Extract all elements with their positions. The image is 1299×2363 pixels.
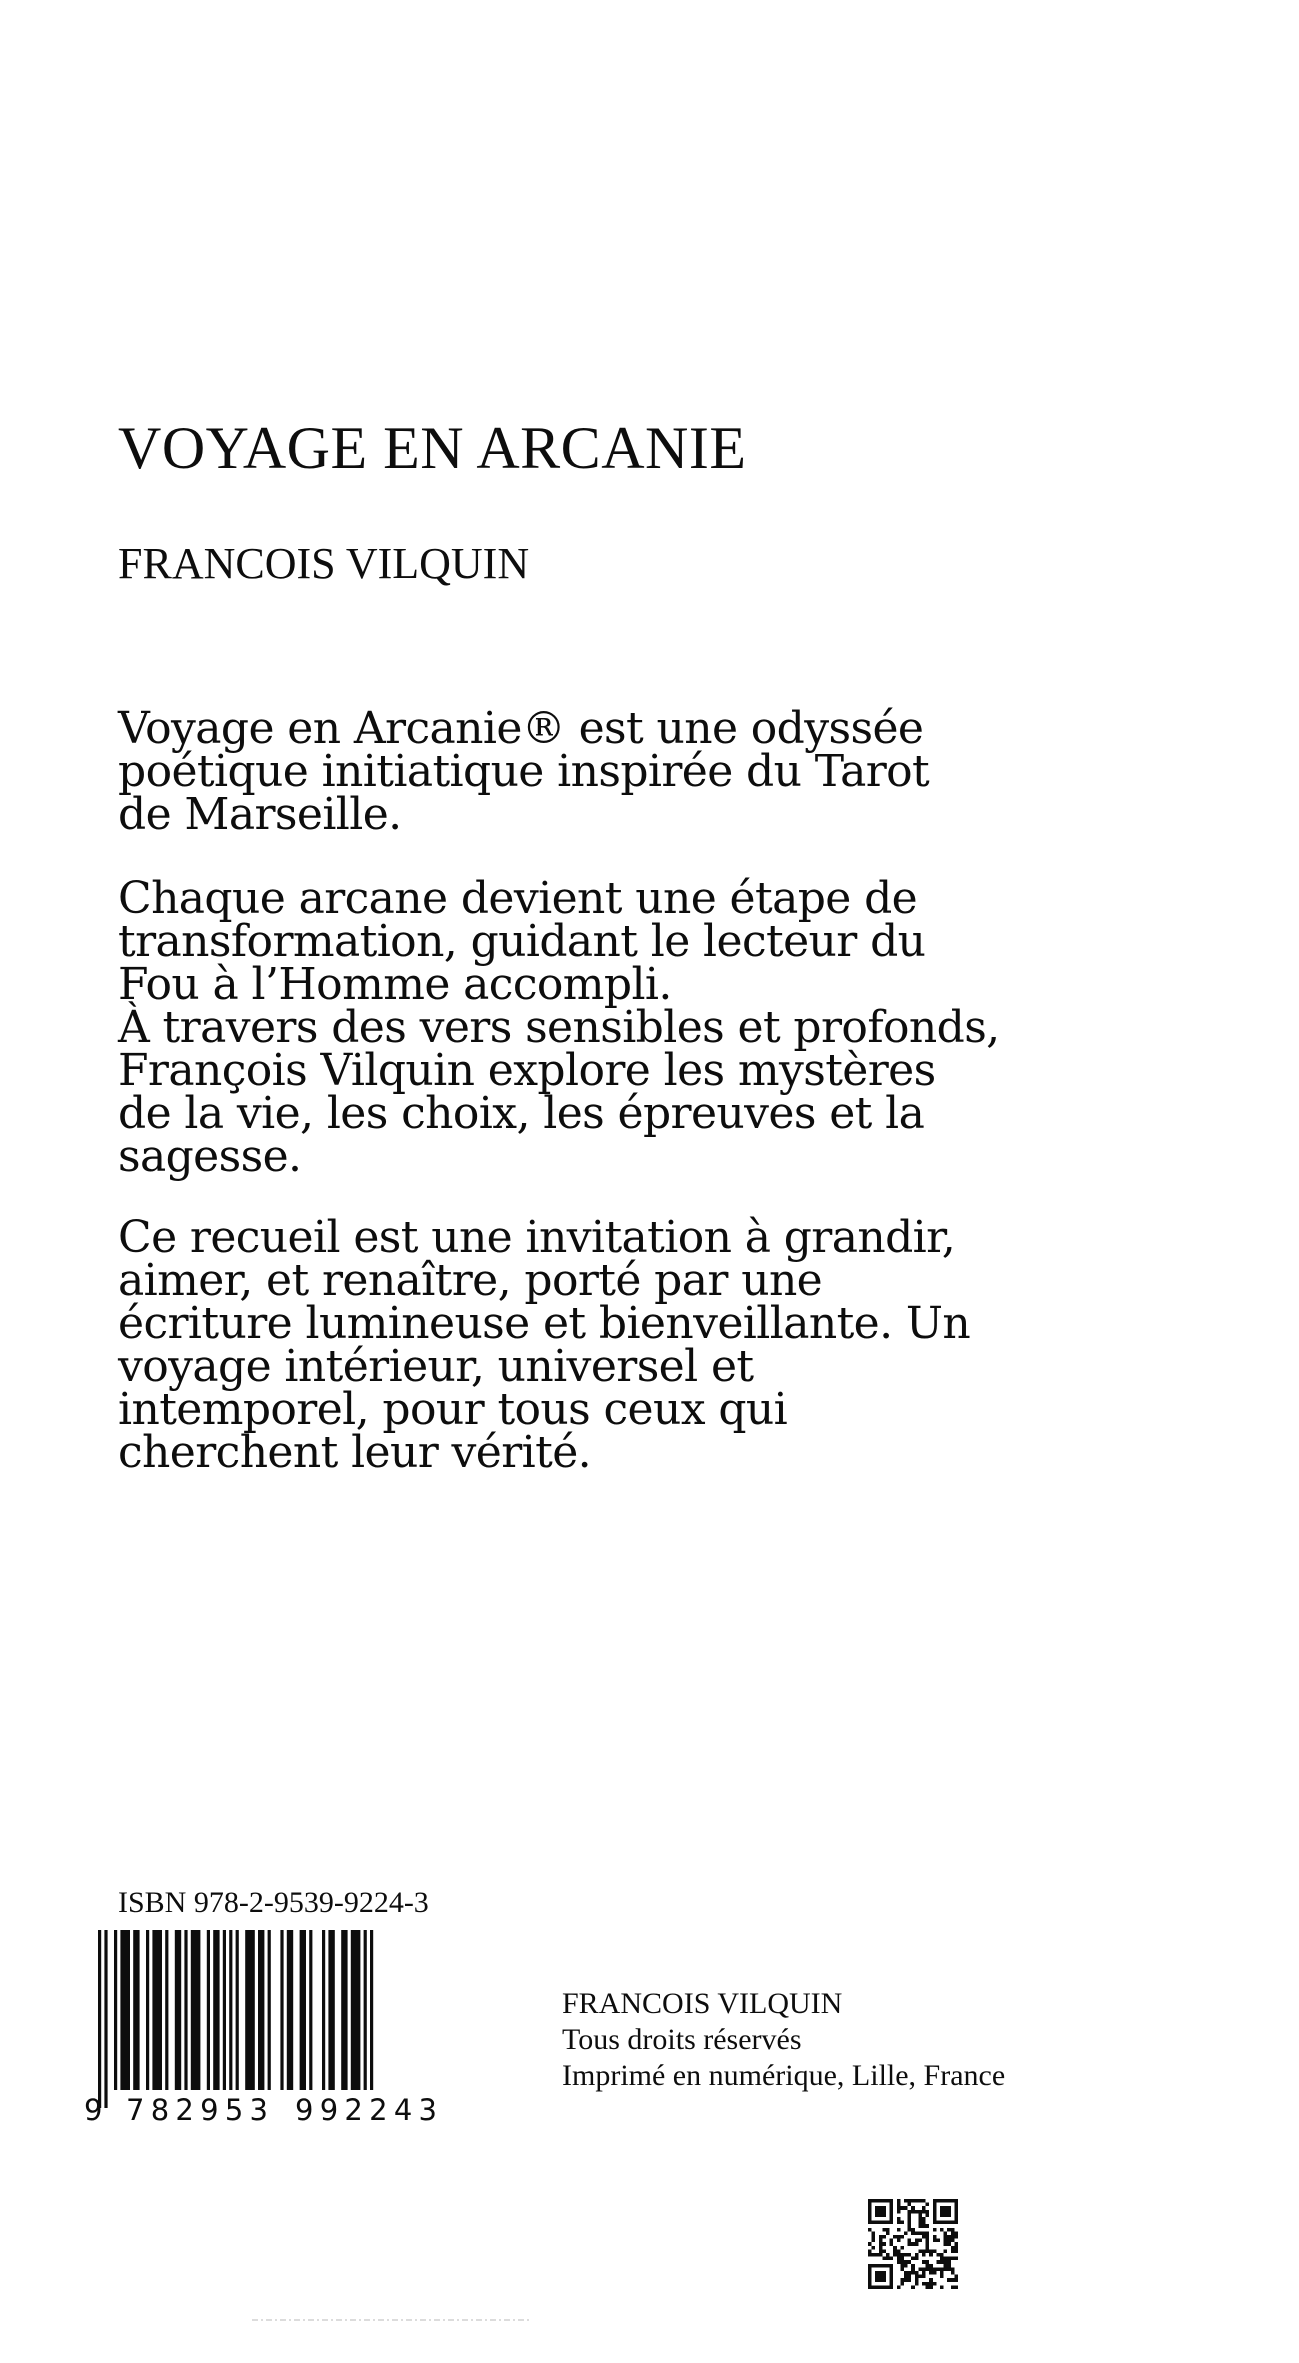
qr-module: [929, 2267, 933, 2271]
print-location: Imprimé en numérique, Lille, France: [562, 2059, 1006, 2092]
qr-code-icon: [868, 2199, 958, 2289]
qr-module: [944, 2267, 948, 2271]
qr-module: [922, 2235, 926, 2239]
qr-module: [911, 2285, 915, 2289]
qr-module: [868, 2228, 872, 2232]
qr-module: [933, 2267, 937, 2271]
barcode-bar: [146, 1930, 149, 2090]
qr-module: [933, 2249, 937, 2253]
qr-module: [911, 2206, 915, 2210]
barcode-bar: [309, 1930, 312, 2090]
qr-module: [933, 2282, 937, 2286]
blurb-line: Voyage en Arcanie® est une odyssée: [118, 703, 924, 754]
blurb-line: de Marseille.: [118, 789, 402, 840]
qr-module: [933, 2228, 937, 2232]
barcode-bar: [268, 1930, 271, 2090]
qr-module: [951, 2228, 955, 2232]
barcode-bar: [328, 1930, 334, 2090]
qr-module: [908, 2210, 912, 2214]
qr-module: [904, 2206, 908, 2210]
faint-footer-mark: [252, 2318, 532, 2322]
qr-module: [872, 2246, 876, 2250]
qr-module: [908, 2242, 912, 2246]
publisher-block: [562, 1986, 1005, 2094]
qr-module: [944, 2235, 948, 2239]
barcode-bar: [322, 1930, 325, 2090]
qr-module: [908, 2203, 912, 2207]
qr-module: [954, 2278, 958, 2282]
qr-module: [926, 2213, 930, 2217]
qr-module: [951, 2231, 955, 2235]
qr-module: [911, 2210, 915, 2214]
qr-module: [951, 2246, 955, 2250]
barcode-icon: [80, 1930, 500, 2125]
qr-module: [900, 2260, 904, 2264]
qr-module: [944, 2242, 948, 2246]
qr-module: [893, 2253, 897, 2257]
qr-module: [929, 2282, 933, 2286]
qr-module: [868, 2249, 872, 2253]
barcode-bar: [98, 1930, 101, 2108]
barcode-bar: [175, 1930, 181, 2090]
qr-module: [947, 2239, 951, 2243]
qr-module: [900, 2264, 904, 2268]
qr-module: [915, 2239, 919, 2243]
qr-module: [872, 2253, 876, 2257]
qr-module: [904, 2275, 908, 2279]
qr-module: [947, 2235, 951, 2239]
qr-module: [911, 2231, 915, 2235]
qr-module: [915, 2282, 919, 2286]
qr-module: [897, 2217, 901, 2221]
qr-module: [918, 2249, 922, 2253]
qr-module: [933, 2239, 937, 2243]
qr-module: [940, 2271, 944, 2275]
barcode-bar: [245, 1930, 255, 2090]
qr-module: [897, 2257, 901, 2261]
blurb-paragraph-3: [118, 1212, 998, 1478]
qr-module: [908, 2228, 912, 2232]
qr-module: [908, 2253, 912, 2257]
qr-module: [922, 2221, 926, 2225]
qr-module: [936, 2260, 940, 2264]
qr-module: [918, 2231, 922, 2235]
qr-module: [904, 2264, 908, 2268]
qr-module: [911, 2267, 915, 2271]
qr-module: [922, 2217, 926, 2221]
blurb-line: Fou à l’Homme accompli.: [118, 959, 672, 1010]
barcode-bar: [152, 1930, 162, 2090]
qr-module: [915, 2210, 919, 2214]
qr-module: [897, 2285, 901, 2289]
qr-module: [922, 2249, 926, 2253]
qr-module: [936, 2267, 940, 2271]
qr-module: [868, 2242, 872, 2246]
qr-module: [918, 2224, 922, 2228]
blurb-line: voyage intérieur, universel et: [118, 1341, 754, 1392]
qr-module: [882, 2242, 886, 2246]
qr-module: [882, 2249, 886, 2253]
qr-module: [947, 2260, 951, 2264]
qr-module: [954, 2242, 958, 2246]
qr-module: [944, 2249, 948, 2253]
qr-module: [922, 2271, 926, 2275]
qr-module: [882, 2257, 886, 2261]
qr-module: [933, 2235, 937, 2239]
qr-module: [947, 2278, 951, 2282]
qr-module: [900, 2235, 904, 2239]
qr-module: [904, 2260, 908, 2264]
qr-module: [926, 2242, 930, 2246]
barcode-bar: [191, 1930, 201, 2090]
qr-module: [904, 2278, 908, 2282]
barcode-lead-digit: 9: [84, 2093, 103, 2125]
qr-module: [908, 2224, 912, 2228]
qr-module: [911, 2242, 915, 2246]
qr-module: [915, 2257, 919, 2261]
blurb-line: À travers des vers sensibles et profonds,: [118, 1002, 1000, 1053]
qr-module: [918, 2239, 922, 2243]
qr-module: [897, 2210, 901, 2214]
qr-module: [911, 2271, 915, 2275]
qr-module: [929, 2253, 933, 2257]
qr-module: [929, 2285, 933, 2289]
qr-module: [897, 2221, 901, 2225]
barcode-bar: [236, 1930, 239, 2090]
qr-module: [886, 2257, 890, 2261]
qr-module: [918, 2217, 922, 2221]
qr-module: [940, 2285, 944, 2289]
blurb-line: aimer, et renaître, porté par une: [118, 1255, 823, 1306]
barcode-bar: [223, 1930, 226, 2090]
barcode-bar: [258, 1930, 264, 2090]
qr-module: [879, 2253, 883, 2257]
qr-module: [904, 2199, 908, 2203]
qr-module: [940, 2267, 944, 2271]
qr-module: [915, 2242, 919, 2246]
qr-module: [904, 2271, 908, 2275]
publisher-name: FRANCOIS VILQUIN: [562, 1987, 843, 2020]
blurb-line: écriture lumineuse et bienveillante. Un: [118, 1298, 971, 1349]
qr-module: [908, 2239, 912, 2243]
qr-module: [900, 2257, 904, 2261]
qr-module: [954, 2257, 958, 2261]
qr-module: [929, 2278, 933, 2282]
qr-module: [951, 2267, 955, 2271]
qr-module: [908, 2213, 912, 2217]
qr-module: [940, 2257, 944, 2261]
qr-module: [908, 2278, 912, 2282]
barcode-bar: [341, 1930, 347, 2090]
qr-module: [940, 2275, 944, 2279]
qr-module: [926, 2285, 930, 2289]
qr-module: [893, 2246, 897, 2250]
qr-module: [922, 2253, 926, 2257]
qr-module: [897, 2253, 901, 2257]
qr-module: [897, 2235, 901, 2239]
qr-module: [879, 2246, 883, 2250]
qr-module: [926, 2282, 930, 2286]
qr-module: [897, 2228, 901, 2232]
qr-module: [911, 2228, 915, 2232]
qr-module: [904, 2231, 908, 2235]
blurb-line: Chaque arcane devient une étape de: [118, 873, 918, 924]
qr-module: [879, 2242, 883, 2246]
barcode-bars: [98, 1930, 373, 2108]
qr-module: [936, 2239, 940, 2243]
qr-module: [926, 2264, 930, 2268]
qr-module: [918, 2199, 922, 2203]
qr-module: [951, 2239, 955, 2243]
qr-module: [951, 2278, 955, 2282]
qr-module: [886, 2231, 890, 2235]
qr-module: [940, 2253, 944, 2257]
barcode-bar: [370, 1930, 373, 2090]
blurb-line: poétique initiatique inspirée du Tarot: [118, 746, 930, 797]
blurb-line: de la vie, les choix, les épreuves et la: [118, 1088, 925, 1139]
qr-module: [908, 2199, 912, 2203]
qr-module: [900, 2206, 904, 2210]
qr-module: [954, 2235, 958, 2239]
qr-module: [875, 2253, 879, 2257]
qr-module: [872, 2231, 876, 2235]
qr-module: [926, 2231, 930, 2235]
qr-module: [926, 2249, 930, 2253]
barcode-left-digits: 782953: [126, 2093, 268, 2125]
qr-module: [944, 2239, 948, 2243]
qr-module: [904, 2253, 908, 2257]
blurb-line: cherchent leur vérité.: [118, 1427, 592, 1478]
qr-module: [922, 2206, 926, 2210]
qr-module: [929, 2271, 933, 2275]
qr-module: [872, 2235, 876, 2239]
qr-module: [926, 2246, 930, 2250]
barcode-bar: [207, 1930, 210, 2090]
barcode-bar: [280, 1930, 283, 2090]
qr-module: [947, 2267, 951, 2271]
qr-module: [915, 2199, 919, 2203]
qr-module: [954, 2231, 958, 2235]
barcode-bar: [213, 1930, 219, 2090]
qr-module: [915, 2253, 919, 2257]
qr-module: [922, 2282, 926, 2286]
qr-module: [900, 2282, 904, 2286]
qr-module: [944, 2264, 948, 2268]
qr-module: [908, 2275, 912, 2279]
qr-module: [897, 2199, 901, 2203]
barcode-bar: [300, 1930, 306, 2090]
qr-module: [922, 2210, 926, 2214]
qr-module: [929, 2249, 933, 2253]
barcode-bar: [165, 1930, 168, 2090]
qr-module: [893, 2235, 897, 2239]
qr-module: [922, 2275, 926, 2279]
qr-module: [900, 2221, 904, 2225]
qr-module: [890, 2242, 894, 2246]
blurb-line: sagesse.: [118, 1131, 302, 1182]
qr-module: [933, 2271, 937, 2275]
qr-module: [936, 2253, 940, 2257]
qr-module: [908, 2217, 912, 2221]
qr-module: [890, 2239, 894, 2243]
qr-module: [897, 2239, 901, 2243]
qr-module: [918, 2210, 922, 2214]
qr-module: [951, 2235, 955, 2239]
qr-module: [922, 2224, 926, 2228]
qr-module: [918, 2213, 922, 2217]
qr-module: [954, 2246, 958, 2250]
qr-module: [922, 2260, 926, 2264]
qr-module: [918, 2267, 922, 2271]
barcode-right-digits: 992243: [295, 2093, 437, 2125]
blurb-line: Ce recueil est une invitation à grandir,: [118, 1212, 956, 1263]
qr-module: [947, 2228, 951, 2232]
barcode-bar: [184, 1930, 187, 2090]
qr-module: [897, 2206, 901, 2210]
blurb-line: transformation, guidant le lecteur du: [118, 916, 926, 967]
qr-module: [886, 2253, 890, 2257]
qr-module: [947, 2257, 951, 2261]
qr-module: [944, 2257, 948, 2261]
qr-module: [897, 2260, 901, 2264]
qr-module: [911, 2264, 915, 2268]
barcode-bar: [351, 1930, 361, 2090]
qr-module: [944, 2260, 948, 2264]
qr-module: [915, 2275, 919, 2279]
qr-module: [954, 2275, 958, 2279]
qr-module: [940, 2228, 944, 2232]
qr-module: [879, 2235, 883, 2239]
qr-module: [926, 2210, 930, 2214]
rights-notice: Tous droits réservés: [562, 2023, 802, 2056]
qr-module: [897, 2249, 901, 2253]
blurb-paragraph-2: [118, 873, 1000, 1182]
barcode-bar: [133, 1930, 139, 2090]
qr-module: [951, 2249, 955, 2253]
qr-module: [900, 2253, 904, 2257]
qr-module: [911, 2257, 915, 2261]
qr-module: [947, 2264, 951, 2268]
qr-module: [922, 2231, 926, 2235]
qr-module: [954, 2285, 958, 2289]
qr-module: [940, 2260, 944, 2264]
isbn-label: ISBN 978-2-9539-9224-3: [118, 1886, 429, 1919]
qr-finder: [875, 2206, 886, 2217]
qr-module: [908, 2221, 912, 2225]
qr-module: [926, 2235, 930, 2239]
qr-module: [951, 2271, 955, 2275]
qr-module: [882, 2235, 886, 2239]
qr-finder: [940, 2206, 951, 2217]
barcode-bar: [120, 1930, 130, 2090]
qr-module: [890, 2257, 894, 2261]
qr-module: [879, 2249, 883, 2253]
qr-module: [922, 2267, 926, 2271]
qr-module: [872, 2239, 876, 2243]
qr-module: [929, 2264, 933, 2268]
qr-module: [879, 2239, 883, 2243]
qr-module: [915, 2231, 919, 2235]
qr-module: [886, 2228, 890, 2232]
qr-module: [951, 2257, 955, 2261]
qr-module: [900, 2267, 904, 2271]
qr-module: [868, 2253, 872, 2257]
barcode-bar: [104, 1930, 107, 2108]
qr-module: [926, 2267, 930, 2271]
author-name: FRANCOIS VILQUIN: [118, 539, 530, 588]
qr-module: [926, 2203, 930, 2207]
qr-module: [915, 2278, 919, 2282]
barcode-bar: [287, 1930, 293, 2090]
qr-module: [944, 2231, 948, 2235]
qr-module: [882, 2228, 886, 2232]
qr-module: [900, 2278, 904, 2282]
qr-module: [918, 2275, 922, 2279]
qr-module: [926, 2239, 930, 2243]
blurb-line: intemporel, pour tous ceux qui: [118, 1384, 788, 1435]
blurb-line: François Vilquin explore les mystères: [118, 1045, 936, 1096]
qr-module: [947, 2242, 951, 2246]
qr-module: [911, 2199, 915, 2203]
qr-module: [951, 2285, 955, 2289]
qr-module: [897, 2203, 901, 2207]
blurb-paragraph-1: [118, 703, 998, 840]
qr-module: [900, 2246, 904, 2250]
qr-module: [926, 2260, 930, 2264]
qr-module: [954, 2249, 958, 2253]
qr-finder: [875, 2271, 886, 2282]
qr-module: [908, 2260, 912, 2264]
barcode-bar: [364, 1930, 367, 2090]
qr-module: [893, 2249, 897, 2253]
qr-module: [918, 2221, 922, 2225]
barcode-bar: [229, 1930, 232, 2090]
qr-module: [915, 2271, 919, 2275]
qr-module: [908, 2271, 912, 2275]
book-title: VOYAGE EN ARCANIE: [118, 415, 747, 481]
qr-module: [926, 2224, 930, 2228]
qr-module: [922, 2199, 926, 2203]
barcode-bar: [114, 1930, 117, 2090]
